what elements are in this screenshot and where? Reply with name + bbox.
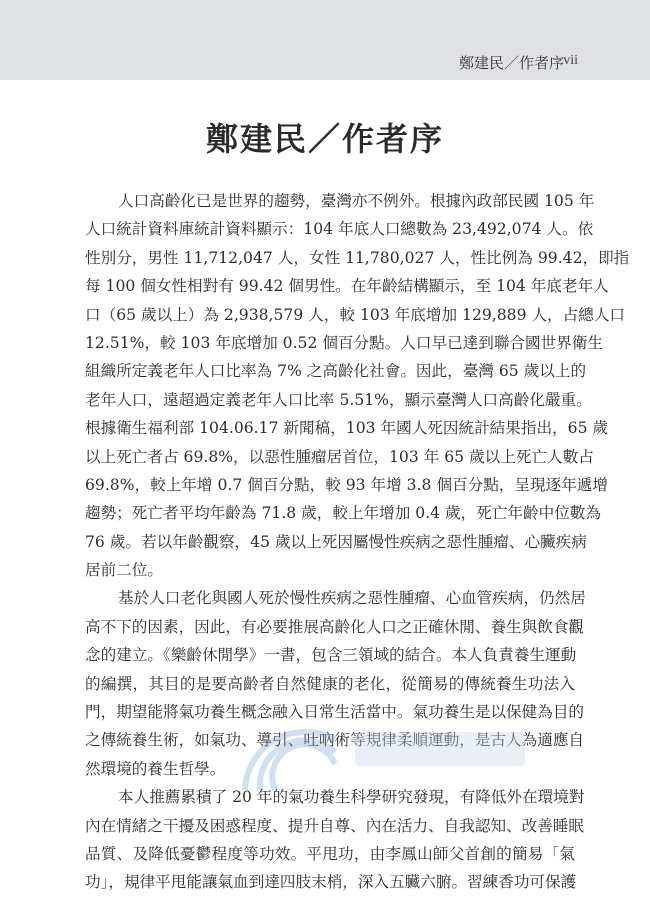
page-number: vii <box>563 53 578 68</box>
text-line: 人口統計資料庫統計資料顯示：104 年底人口總數為 23,492,074 人。依 <box>85 220 594 239</box>
text-line: 性別分，男性 11,712,047 人，女性 11,780,027 人，性比例為 99.42，即指 <box>85 248 630 267</box>
running-header-title: 鄭建民／作者序 <box>458 54 564 72</box>
text-line: 之傳統養生術，如氣功、導引、吐吶術等規律柔順運動，是古人為適應自 <box>85 731 585 750</box>
text-line: 組織所定義老年人口比率為 7% 之高齡化社會。因此，臺灣 65 歲以上的 <box>85 362 587 381</box>
text-line: 趨勢；死亡者平均年齡為 71.8 歲，較上年增加 0.4 歲，死亡年齡中位數為 <box>85 504 601 523</box>
text-line: 念的建立。《樂齡休閒學》一書，包含三領域的結合。本人負責養生運動 <box>85 646 577 665</box>
text-line: 高不下的因素，因此，有必要推展高齡化人口之正確休閒、養生與飲食觀 <box>85 617 585 636</box>
running-header <box>0 0 650 80</box>
text-line: 69.8%，較上年增 0.7 個百分點，較 93 年增 3.8 個百分點，呈現逐年遞增 <box>85 475 608 494</box>
text-line: 的編撰，其目的是要高齡者自然健康的老化，從簡易的傳統養生功法入 <box>85 674 575 693</box>
text-line: 口（65 歲以上）為 2,938,579 人，較 103 年底增加 129,889 人，占總人口 <box>85 305 626 324</box>
text-line: 每 100 個女性相對有 99.42 個男性。在年齡結構顯示，至 104 年底老年人 <box>85 277 609 296</box>
text-line: 12.51%，較 103 年底增加 0.52 個百分點。人口早已達到聯合國世界衛生 <box>85 333 604 352</box>
body-text <box>85 187 630 897</box>
paragraph-1 <box>85 187 630 584</box>
text-line: 基於人口老化與國人死於慢性疾病之惡性腫瘤、心血管疾病，仍然居 <box>118 589 586 608</box>
text-line: 老年人口，遠超過定義老年人口比率 5.51%，顯示臺灣人口高齡化嚴重。 <box>85 390 592 409</box>
text-line: 品質、及降低憂鬱程度等功效。平甩功，由李鳳山師父首創的簡易「氣 <box>85 844 575 863</box>
text-line: 根據衛生福利部 104.06.17 新聞稿，103 年國人死因統計結果指出，65 歲 <box>85 419 609 438</box>
paragraph-3 <box>85 783 585 897</box>
chapter-title: 鄭建民／作者序 <box>205 120 444 158</box>
text-line: 76 歲。若以年齡觀察，45 歲以上死因屬慢性疾病之惡性腫瘤、心臟疾病 <box>85 532 587 551</box>
text-line: 內在情緒之干擾及困惑程度、提升自尊、內在活力、自我認知、改善睡眠 <box>85 816 585 835</box>
text-line: 居前二位。 <box>85 561 163 580</box>
text-line: 門，期望能將氣功養生概念融入日常生活當中。氣功養生是以保健為目的 <box>85 703 585 722</box>
text-line: 人口高齡化已是世界的趨勢，臺灣亦不例外。根據內政部民國 105 年 <box>118 192 595 210</box>
paragraph-2 <box>85 584 586 783</box>
text-line: 功」，規律平甩能讓氣血到達四肢末梢，深入五臟六腑。習練香功可保護 <box>85 873 577 892</box>
text-line: 然環境的養生哲學。 <box>85 759 226 778</box>
text-line: 本人推薦累積了 20 年的氣功養生科學研究發現，有降低外在環境對 <box>118 788 585 807</box>
text-line: 以上死亡者占 69.8%，以惡性腫瘤居首位，103 年 65 歲以上死亡人數占 <box>85 447 594 466</box>
